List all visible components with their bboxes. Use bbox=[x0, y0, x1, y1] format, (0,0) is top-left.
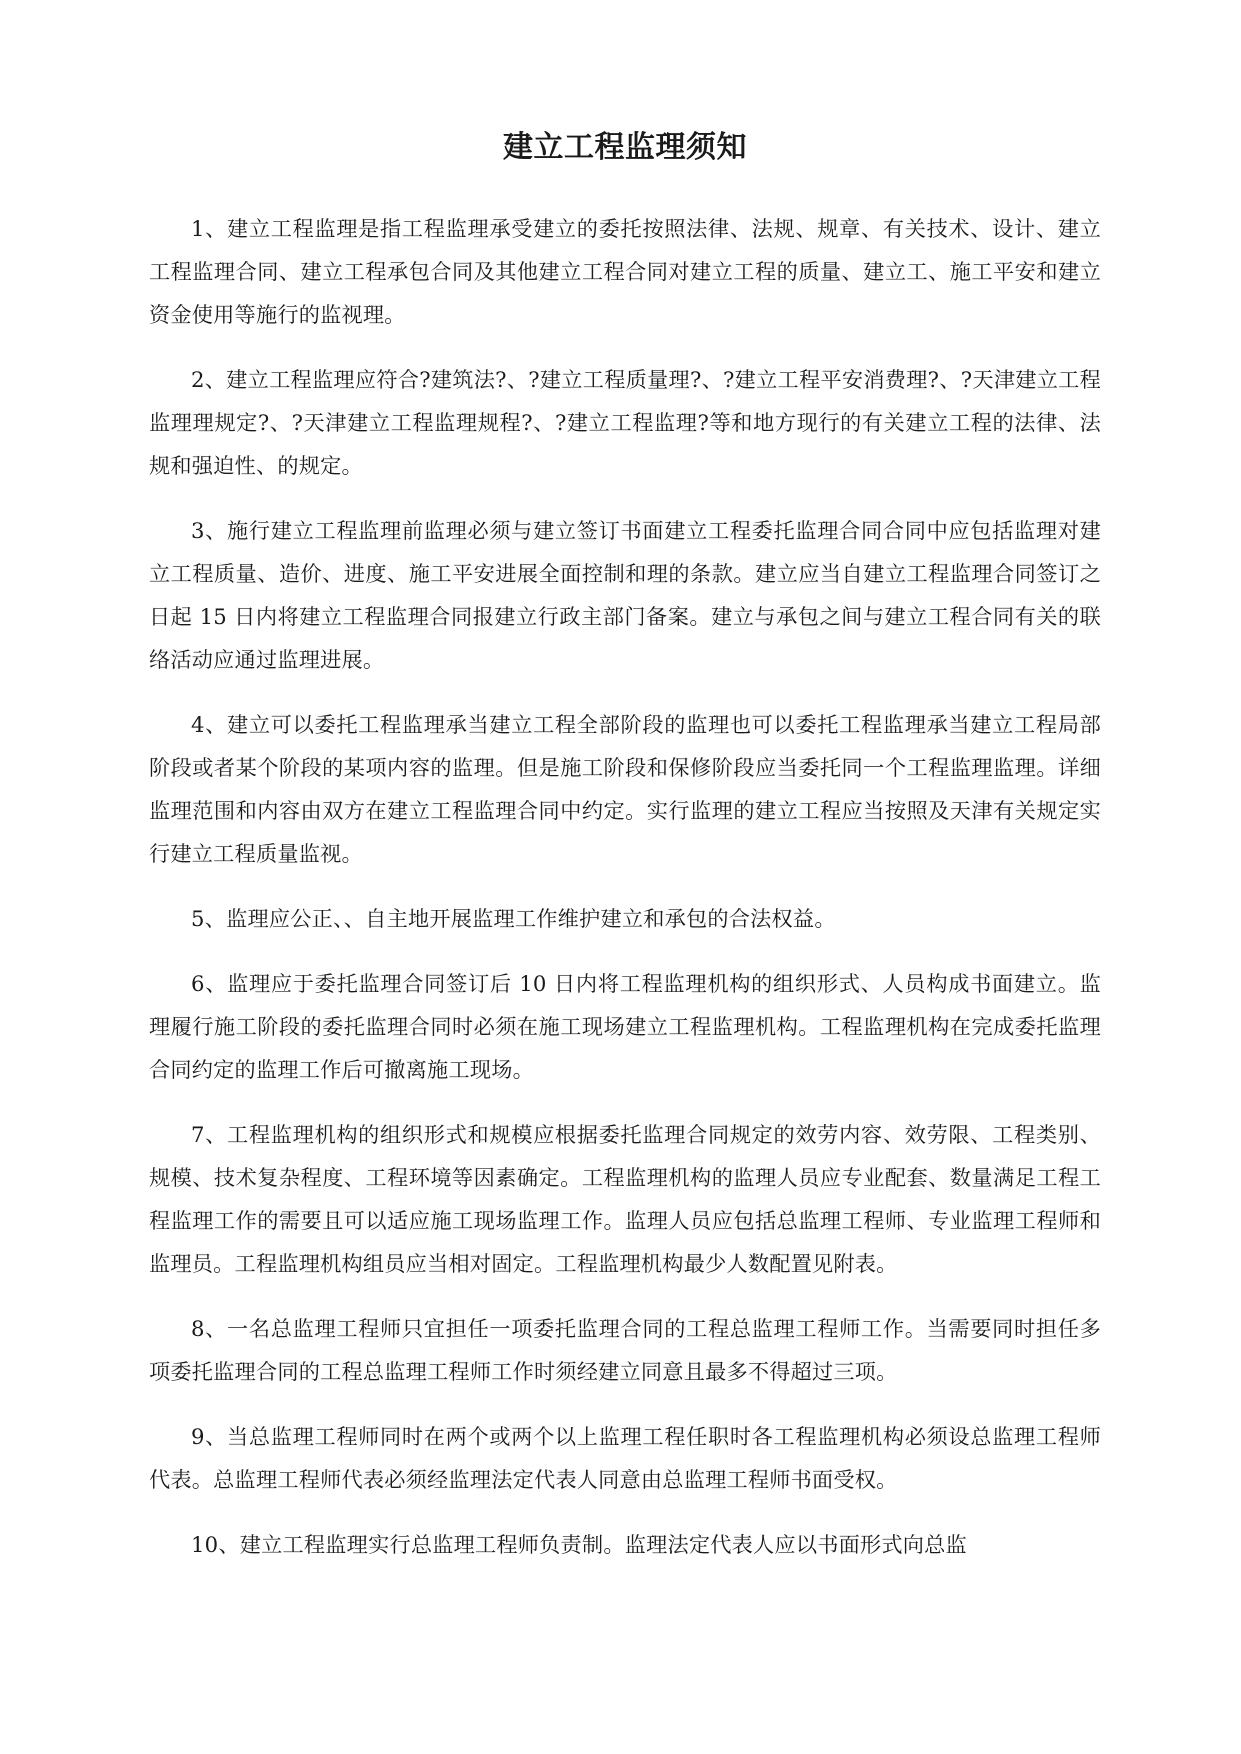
paragraph-7: 7、工程监理机构的组织形式和规模应根据委托监理合同规定的效劳内容、效劳限、工程类别、规模、技术复杂程度、工程环境等因素确定。工程监理机构的监理人员应专业配套、数量满足工程工程监理工作的需要且可以适应施工现场监理工作。监理人员应包括总监理工程师、专业监理工程师和监理员。工程监理机构组员应当相对固定。工程监理机构最少人数配置见附表。 bbox=[149, 1122, 1101, 1276]
paragraph-4: 4、建立可以委托工程监理承当建立工程全部阶段的监理也可以委托工程监理承当建立工程局部阶段或者某个阶段的某项内容的监理。但是施工阶段和保修阶段应当委托同一个工程监理监理。详细监理范围和内容由双方在建立工程监理合同中约定。实行监理的建立工程应当按照及天津有关规定实行建立工程质量监视。 bbox=[149, 712, 1101, 866]
document-title: 建立工程监理须知 bbox=[503, 130, 747, 165]
paragraph-1: 1、建立工程监理是指工程监理承受建立的委托按照法律、法规、规章、有关技术、设计、建立工程监理合同、建立工程承包合同及其他建立工程合同对建立工程的质量、建立工、施工平安和建立资金使用等施行的监视理。 bbox=[149, 216, 1101, 327]
paragraph-6: 6、监理应于委托监理合同签订后 10 日内将工程监理机构的组织形式、人员构成书面建立。监理履行施工阶段的委托监理合同时必须在施工现场建立工程监理机构。工程监理机构在完成委托监理合同约定的监理工作后可撤离施工现场。 bbox=[149, 971, 1101, 1082]
paragraph-3: 3、施行建立工程监理前监理必须与建立签订书面建立工程委托监理合同合同中应包括监理对建立工程质量、造价、进度、施工平安进展全面控制和理的条款。建立应当自建立工程监理合同签订之日起 15 日内将建立工程监理合同报建立行政主部门备案。建立与承包之间与建立工程合同有关的联络活动应通过监理进展。 bbox=[149, 518, 1101, 672]
paragraph-2: 2、建立工程监理应符合?建筑法?、?建立工程质量理?、?建立工程平安消费理?、?天津建立工程监理理规定?、?天津建立工程监理规程?、?建立工程监理?等和地方现行的有关建立工程的法律、法规和强迫性、的规定。 bbox=[149, 367, 1101, 478]
paragraph-9: 9、当总监理工程师同时在两个或两个以上监理工程任职时各工程监理机构必须设总监理工程师代表。总监理工程师代表必须经监理法定代表人同意由总监理工程师书面受权。 bbox=[149, 1424, 1101, 1492]
paragraph-5: 5、监理应公正、、自主地开展监理工作维护建立和承包的合法权益。 bbox=[191, 906, 836, 931]
paragraph-8: 8、一名总监理工程师只宜担任一项委托监理合同的工程总监理工程师工作。当需要同时担任多项委托监理合同的工程总监理工程师工作时须经建立同意且最多不得超过三项。 bbox=[149, 1316, 1101, 1384]
paragraph-10: 10、建立工程监理实行总监理工程师负责制。监理法定代表人应以书面形式向总监 bbox=[191, 1532, 967, 1557]
